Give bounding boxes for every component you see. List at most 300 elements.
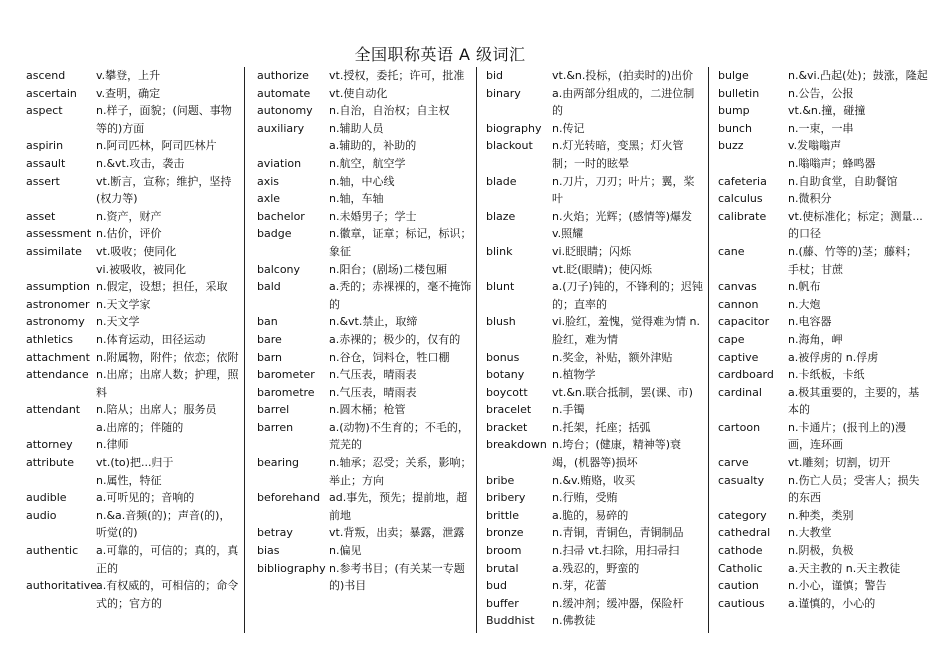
entry-word (257, 137, 329, 155)
vocab-entry (718, 472, 928, 507)
vocab-entry (718, 243, 928, 278)
entry-word: ascertain (26, 86, 77, 100)
entry-word: barrel (257, 403, 290, 417)
entry-word: brutal (486, 561, 519, 575)
entry-word: attorney (26, 438, 73, 452)
entry-definition: a.赤裸的；极少的，仅有的 (329, 332, 461, 346)
vocab-entry (486, 366, 703, 384)
entry-word: canvas (718, 280, 757, 294)
vocab-entry (26, 102, 240, 137)
entry-word: attribute (26, 456, 74, 470)
vocab-entry (486, 261, 703, 279)
entry-definition: n.佛教徒 (552, 614, 596, 628)
entry-word: bribe (486, 473, 515, 487)
entry-definition: vt.&n.撞，碰撞 (788, 104, 866, 118)
column-divider (708, 67, 709, 633)
entry-definition: n.大炮 (788, 297, 821, 311)
vocab-entry (486, 419, 703, 437)
entry-definition: v.查明，确定 (96, 86, 161, 100)
vocab-column-1 (26, 67, 240, 635)
entry-word: authorize (257, 69, 309, 82)
vocab-entry (718, 366, 928, 384)
vocab-entry (257, 137, 478, 155)
entry-definition: n.天文学 (96, 315, 140, 329)
entry-word: cafeteria (718, 174, 767, 188)
entry-definition: vt.吸收；使同化 (96, 244, 177, 258)
vocab-entry (26, 489, 240, 507)
entry-word: category (718, 508, 767, 522)
entry-word: assessment (26, 227, 92, 241)
vocab-entry (26, 85, 240, 103)
entry-word: blackout (486, 139, 533, 153)
vocab-entry (257, 366, 478, 384)
vocab-entry (718, 208, 928, 243)
vocab-entry (486, 489, 703, 507)
vocab-entry (26, 366, 240, 401)
entry-word: astronomer (26, 297, 90, 311)
entry-word: barren (257, 420, 294, 434)
vocab-entry (257, 349, 478, 367)
entry-definition: v.发嗡嗡声 (788, 139, 842, 153)
entry-word: bibliography (257, 561, 326, 575)
entry-word: assumption (26, 280, 90, 294)
vocab-entry (718, 296, 928, 314)
entry-definition: a.脆的，易碎的 (552, 508, 629, 522)
entry-word: bulletin (718, 86, 760, 100)
vocab-entry (486, 85, 703, 120)
entry-definition: n.扫帚 vt.扫除，用扫帚扫 (552, 544, 680, 558)
entry-word: audible (26, 491, 67, 505)
vocab-entry (486, 313, 703, 348)
entry-word: attachment (26, 350, 90, 364)
vocab-entry (257, 524, 478, 542)
entry-word: bias (257, 544, 280, 558)
entry-definition: n.青铜，青铜色，青铜制品 (552, 526, 684, 540)
vocab-entry (718, 173, 928, 191)
vocab-entry (257, 384, 478, 402)
entry-word: betray (257, 526, 293, 540)
entry-definition: n.大教堂 (788, 526, 832, 540)
page-title: 全国职称英语 A 级词汇 (354, 45, 526, 64)
entry-definition: n.陪从；出席人；服务员 (96, 403, 217, 417)
entry-definition: vt.使自动化 (329, 86, 388, 100)
vocab-entry (486, 560, 703, 578)
entry-word: aspirin (26, 139, 64, 153)
vocab-entry (486, 595, 703, 613)
entry-definition: a.可听见的；音响的 (96, 491, 195, 505)
vocab-entry (257, 120, 478, 138)
entry-definition: v.攀登，上升 (96, 69, 161, 82)
vocab-entry (26, 225, 240, 243)
entry-definition: n.阳台；(剧场)二楼包厢 (329, 262, 448, 276)
entry-definition: n.样子，面貌；(问题、事物等的)方面 (96, 104, 232, 135)
entry-definition: a.谨慎的，小心的 (788, 596, 876, 610)
entry-word (486, 261, 552, 279)
entry-word: authentic (26, 544, 79, 558)
entry-word: astronomy (26, 315, 85, 329)
entry-definition: n.&vi.凸起(处)；鼓涨，隆起 (788, 69, 928, 82)
entry-definition: vi.脸红，羞愧，觉得难为情 n.脸红，难为情 (552, 315, 701, 346)
vocab-entry (486, 472, 703, 490)
entry-definition: vt.断言，宣称；维护，坚持(权力等) (96, 174, 232, 206)
entry-definition: n.出席；出席人数；护理，照料 (96, 368, 239, 399)
entry-word: bonus (486, 350, 520, 364)
entry-word: bald (257, 280, 281, 294)
entry-word: asset (26, 209, 56, 223)
entry-definition: vt.雕刻；切割，切开 (788, 456, 891, 470)
vocab-entry (486, 208, 703, 243)
vocab-entry (486, 507, 703, 525)
vocab-entry (257, 155, 478, 173)
vocab-entry (257, 261, 478, 279)
vocab-entry (26, 137, 240, 155)
entry-definition: vt.使标准化；标定；测量...的口径 (788, 209, 923, 241)
vocab-entry (718, 595, 928, 613)
vocab-entry (718, 190, 928, 208)
entry-definition: vt.(to)把...归于 (96, 456, 174, 470)
vocab-entry (26, 419, 240, 437)
vocab-entry (718, 313, 928, 331)
entry-word: cannon (718, 297, 759, 311)
entry-word: cardboard (718, 368, 774, 382)
vocab-entry (26, 472, 240, 490)
entry-definition: vt.&n.投标，(拍卖时的)出价 (552, 69, 693, 82)
entry-definition: a.有权威的，可相信的；命令式的；官方的 (96, 579, 239, 610)
entry-definition: n.自治，自治权；自主权 (329, 104, 450, 118)
vocab-entry (718, 102, 928, 120)
entry-definition: ad.事先，预先；提前地，超前地 (329, 491, 468, 522)
vocab-entry (257, 401, 478, 419)
entry-word: carve (718, 456, 749, 470)
entry-definition: n.刀片，刀刃；叶片；翼，桨叶 (552, 174, 695, 206)
entry-definition: n.行贿，受贿 (552, 491, 618, 505)
entry-definition: vt.眨(眼睛)；使闪烁 (552, 262, 652, 276)
vocab-entry (486, 120, 703, 138)
vocab-entry (26, 208, 240, 226)
vocab-entry (26, 349, 240, 367)
entry-definition: n.属性，特征 (96, 473, 162, 487)
entry-word: bare (257, 332, 282, 346)
vocab-entry (257, 102, 478, 120)
entry-definition: vi.被吸收，被同化 (96, 262, 187, 276)
vocab-entry (26, 261, 240, 279)
entry-word: bud (486, 579, 507, 593)
entry-definition: n.火焰；光辉；(感情等)爆发 v.照耀 (552, 209, 693, 241)
vocab-entry (257, 313, 478, 331)
entry-definition: n.电容器 (788, 315, 832, 329)
entry-word: cautious (718, 596, 765, 610)
entry-definition: a.出席的；伴随的 (96, 420, 184, 434)
vocab-entry (257, 331, 478, 349)
vocab-column-4 (718, 67, 928, 635)
entry-definition: n.&vt.攻击，袭击 (96, 156, 185, 170)
entry-word: audio (26, 508, 57, 522)
entry-word: Catholic (718, 561, 763, 575)
entry-definition: n.轴，中心线 (329, 174, 395, 188)
vocab-column-2 (257, 67, 478, 635)
entry-word: barometer (257, 368, 315, 382)
entry-word: cathedral (718, 526, 771, 540)
entry-definition: n.假定，设想；担任，采取 (96, 280, 228, 294)
vocab-entry (718, 419, 928, 454)
vocab-entry (718, 454, 928, 472)
entry-definition: n.垮台；(健康，精神等)衰竭，(机器等)损坏 (552, 438, 682, 470)
entry-definition: n.植物学 (552, 368, 596, 382)
entry-definition: n.传记 (552, 121, 585, 135)
vocab-entry (718, 384, 928, 419)
entry-word: bronze (486, 526, 524, 540)
entry-definition: a.残忍的，野蛮的 (552, 561, 640, 575)
vocab-entry (257, 190, 478, 208)
entry-word: captive (718, 350, 759, 364)
entry-definition: a.天主教的 n.天主教徒 (788, 561, 901, 575)
entry-definition: n.小心，谨慎；警告 (788, 579, 887, 593)
entry-definition: n.估价，评价 (96, 227, 162, 241)
vocab-entry (257, 278, 478, 313)
entry-word: attendant (26, 403, 81, 417)
vocab-entry (257, 208, 478, 226)
vocab-entry (486, 612, 703, 630)
entry-word: authoritative (26, 579, 98, 593)
entry-word: caution (718, 579, 759, 593)
entry-definition: n.卡纸板，卡纸 (788, 368, 865, 382)
entry-word: blush (486, 315, 516, 329)
entry-definition: n.轴承；忍受；关系，影响；举止；方向 (329, 456, 472, 487)
entry-definition: n.缓冲剂；缓冲器，保险杆 (552, 596, 684, 610)
vocab-entry (718, 155, 928, 173)
entry-word: blaze (486, 209, 516, 223)
entry-word: botany (486, 368, 525, 382)
entry-definition: n.伤亡人员；受害人；损失的东西 (788, 473, 920, 505)
entry-word: breakdown (486, 438, 547, 452)
entry-definition: n.附属物，附件；依恋；依附 (96, 350, 239, 364)
vocab-entry (26, 436, 240, 454)
entry-definition: n.谷仓，饲料仓，牲口棚 (329, 350, 450, 364)
entry-definition: n.航空，航空学 (329, 156, 406, 170)
entry-definition: a.秃的；赤裸裸的，毫不掩饰的 (329, 280, 472, 311)
vocab-entry (26, 454, 240, 472)
entry-definition: n.灯光转暗，变黑；灯火管制；一时的眩晕 (552, 139, 684, 170)
vocab-column-3 (486, 67, 703, 635)
vocab-entry (718, 278, 928, 296)
vocab-entry (257, 225, 478, 260)
entry-word: bulge (718, 69, 749, 82)
entry-definition: a.(动物)不生育的；不毛的，荒芜的 (329, 420, 469, 452)
entry-definition: n.圆木桶；枪管 (329, 403, 406, 417)
entry-definition: n.自助食堂，自助餐馆 (788, 174, 898, 188)
entry-word: balcony (257, 262, 301, 276)
vocab-entry (718, 577, 928, 595)
entry-word: bump (718, 104, 750, 118)
vocab-entry (257, 542, 478, 560)
entry-word: cathode (718, 544, 763, 558)
entry-word: aspect (26, 104, 63, 118)
vocab-entry (486, 401, 703, 419)
vocab-entry (257, 85, 478, 103)
entry-definition: n.阴极，负极 (788, 544, 854, 558)
vocab-entry (718, 542, 928, 560)
entry-word (26, 261, 96, 279)
entry-word: buzz (718, 139, 744, 153)
entry-definition: n.一束，一串 (788, 121, 854, 135)
entry-word: calculus (718, 192, 763, 206)
vocab-entry (26, 313, 240, 331)
entry-definition: n.&a.音频(的)；声音(的)，听觉(的) (96, 508, 231, 540)
vocab-entry (26, 542, 240, 577)
column-divider (244, 67, 245, 633)
entry-word: cane (718, 244, 745, 258)
entry-word (26, 472, 96, 490)
entry-definition: n.微积分 (788, 192, 832, 206)
vocab-entry (26, 67, 240, 85)
entry-word: blade (486, 174, 517, 188)
entry-definition: n.未婚男子；学士 (329, 209, 417, 223)
entry-definition: n.海角，岬 (788, 332, 843, 346)
entry-word: bracelet (486, 403, 532, 417)
vocab-entry (26, 401, 240, 419)
vocab-entry (486, 436, 703, 471)
entry-definition: n.气压表，晴雨表 (329, 385, 417, 399)
vocab-entry (718, 524, 928, 542)
entry-word: cardinal (718, 385, 762, 399)
entry-definition: n.奖金，补贴，额外津贴 (552, 350, 673, 364)
entry-definition: n.卡通片；(报刊上的)漫画，连环画 (788, 420, 907, 452)
vocab-entry (486, 542, 703, 560)
entry-word: broom (486, 544, 522, 558)
entry-definition: n.体育运动，田径运动 (96, 332, 206, 346)
vocab-entry (718, 137, 928, 155)
entry-definition: a.(刀子)钝的，不锋利的；迟钝的；直率的 (552, 280, 703, 311)
entry-definition: n.辅助人员 (329, 121, 384, 135)
entry-word (718, 155, 788, 173)
vocab-entry (486, 243, 703, 261)
entry-word: bachelor (257, 209, 305, 223)
entry-definition: n.天文学家 (96, 297, 151, 311)
entry-word: binary (486, 86, 521, 100)
entry-word: barn (257, 350, 283, 364)
entry-definition: n.气压表，晴雨表 (329, 368, 417, 382)
entry-word: ban (257, 315, 278, 329)
entry-word: blunt (486, 280, 515, 294)
entry-definition: n.阿司匹林，阿司匹林片 (96, 139, 217, 153)
entry-word: brittle (486, 508, 520, 522)
vocab-entry (26, 173, 240, 208)
entry-word: boycott (486, 385, 528, 399)
vocab-entry (257, 67, 478, 85)
vocab-entry (26, 331, 240, 349)
vocab-entry (718, 560, 928, 578)
entry-word: automate (257, 86, 311, 100)
entry-word: athletics (26, 332, 73, 346)
entry-word: assimilate (26, 244, 82, 258)
entry-definition: n.种类，类别 (788, 508, 854, 522)
entry-word: cartoon (718, 420, 761, 434)
vocab-entry (718, 120, 928, 138)
entry-word: bunch (718, 121, 752, 135)
entry-word: cape (718, 332, 745, 346)
entry-definition: n.嗡嗡声；蜂鸣器 (788, 156, 876, 170)
entry-word: auxiliary (257, 121, 305, 135)
entry-word: beforehand (257, 491, 321, 505)
entry-word: calibrate (718, 209, 767, 223)
entry-word: blink (486, 244, 513, 258)
entry-definition: a.极其重要的，主要的，基本的 (788, 385, 920, 417)
vocab-entry (486, 137, 703, 172)
entry-definition: a.由两部分组成的，二进位制的 (552, 86, 695, 118)
vocab-entry (718, 349, 928, 367)
entry-word (26, 419, 96, 437)
entry-word: bearing (257, 456, 300, 470)
entry-word: axle (257, 192, 281, 206)
entry-definition: a.可靠的，可信的；真的，真正的 (96, 544, 239, 575)
vocab-entry (26, 278, 240, 296)
entry-word: bid (486, 69, 504, 82)
entry-word: bracket (486, 420, 528, 434)
entry-definition: vt.&n.联合抵制，罢(课、市) (552, 385, 693, 399)
entry-definition: n.公告，公报 (788, 86, 854, 100)
vocab-entry (718, 85, 928, 103)
entry-definition: n.&v.贿赂，收买 (552, 473, 636, 487)
vocab-entry (718, 331, 928, 349)
vocab-entry (26, 577, 240, 612)
entry-definition: n.律师 (96, 438, 129, 452)
entry-definition: n.偏见 (329, 544, 362, 558)
entry-word: autonomy (257, 104, 313, 118)
entry-definition: n.资产，财产 (96, 209, 162, 223)
entry-definition: n.(藤、竹等的)茎；藤料；手杖；甘蔗 (788, 244, 918, 276)
entry-definition: n.芽，花蕾 (552, 579, 607, 593)
entry-word: aviation (257, 156, 302, 170)
entry-word: ascend (26, 69, 66, 82)
vocab-entry (486, 577, 703, 595)
entry-word: axis (257, 174, 280, 188)
vocab-entry (257, 489, 478, 524)
entry-definition: n.托架，托座；括弧 (552, 420, 651, 434)
entry-definition: n.徽章，证章；标记，标识；象征 (329, 227, 472, 258)
entry-word: bribery (486, 491, 526, 505)
entry-word: assert (26, 174, 60, 188)
vocab-entry (26, 243, 240, 261)
vocab-entry (718, 67, 928, 85)
entry-word: biography (486, 121, 542, 135)
vocab-entry (26, 155, 240, 173)
vocab-entry (257, 560, 478, 595)
vocab-entry (718, 507, 928, 525)
entry-word: Buddhist (486, 614, 535, 628)
entry-definition: n.手镯 (552, 403, 585, 417)
vocab-entry (486, 349, 703, 367)
entry-word: buffer (486, 596, 519, 610)
entry-definition: a.被俘虏的 n.俘虏 (788, 350, 879, 364)
entry-word: badge (257, 227, 292, 241)
vocab-entry (486, 524, 703, 542)
entry-word: casualty (718, 473, 765, 487)
vocab-entry (486, 173, 703, 208)
entry-definition: vt.授权，委托；许可，批准 (329, 69, 465, 82)
vocab-entry (486, 67, 703, 85)
entry-definition: n.&vt.禁止，取缔 (329, 315, 418, 329)
vocab-entry (26, 296, 240, 314)
entry-word: capacitor (718, 315, 770, 329)
entry-definition: vt.背叛，出卖；暴露，泄露 (329, 526, 465, 540)
entry-definition: n.帆布 (788, 280, 821, 294)
vocab-entry (257, 454, 478, 489)
entry-word: assault (26, 156, 66, 170)
vocab-entry (257, 419, 478, 454)
entry-word: attendance (26, 368, 89, 382)
entry-definition: a.辅助的，补助的 (329, 139, 417, 153)
entry-definition: n.参考书目；(有关某一专题的)书目 (329, 561, 465, 593)
